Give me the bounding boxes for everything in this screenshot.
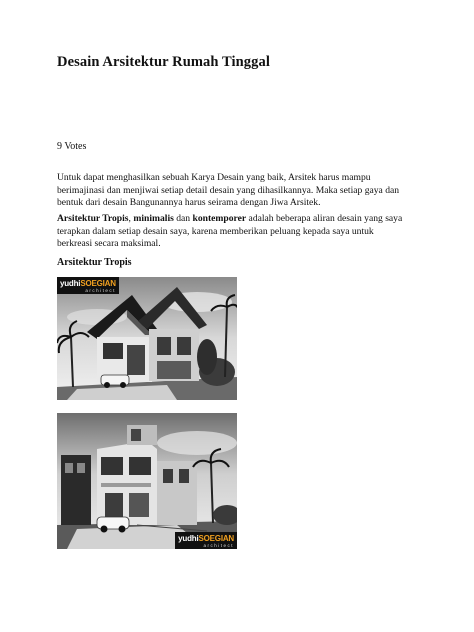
logo-brand-part2: SOEGIAN	[80, 279, 116, 288]
paragraph-rest: adalah beberapa aliran desain yang saya terapkan dalam setiap desain saya, karena memberikan peluang kepada saya untuk berkreasi secara maksimal.	[57, 213, 403, 250]
term-minimalis: minimalis	[133, 213, 174, 224]
house-render-1-illustration	[57, 277, 237, 400]
architect-logo	[57, 277, 119, 294]
votes-count: 9 Votes	[57, 141, 87, 152]
logo-brand-part1: yudhi	[178, 534, 199, 543]
intro-paragraph: Untuk dapat menghasilkan sebuah Karya Desain yang baik, Arsitek harus mampu berimajinasi dan menjiwai setiap detail desain yang dihasilkannya. Maka setiap gaya dan bentuk dari desain Bangunannya harus seirama dengan Jiwa Arsitek.	[57, 172, 400, 209]
section-heading: Arsitektur Tropis	[57, 257, 132, 268]
styles-paragraph	[57, 213, 407, 251]
logo-subtitle: architect	[85, 288, 116, 293]
term-tropis: Arsitektur Tropis	[57, 213, 129, 224]
house-render-image-1	[57, 277, 237, 400]
page-title: Desain Arsitektur Rumah Tinggal	[57, 54, 270, 70]
logo-brand-part1: yudhi	[60, 279, 81, 288]
house-render-2-illustration	[57, 413, 237, 549]
separator-2: dan	[173, 213, 193, 224]
logo-subtitle: architect	[203, 543, 234, 548]
architect-logo	[175, 532, 237, 549]
separator-1: ,	[128, 213, 134, 224]
term-kontemporer: kontemporer	[192, 213, 247, 224]
logo-brand-part2: SOEGIAN	[198, 534, 234, 543]
house-render-image-2	[57, 413, 237, 549]
